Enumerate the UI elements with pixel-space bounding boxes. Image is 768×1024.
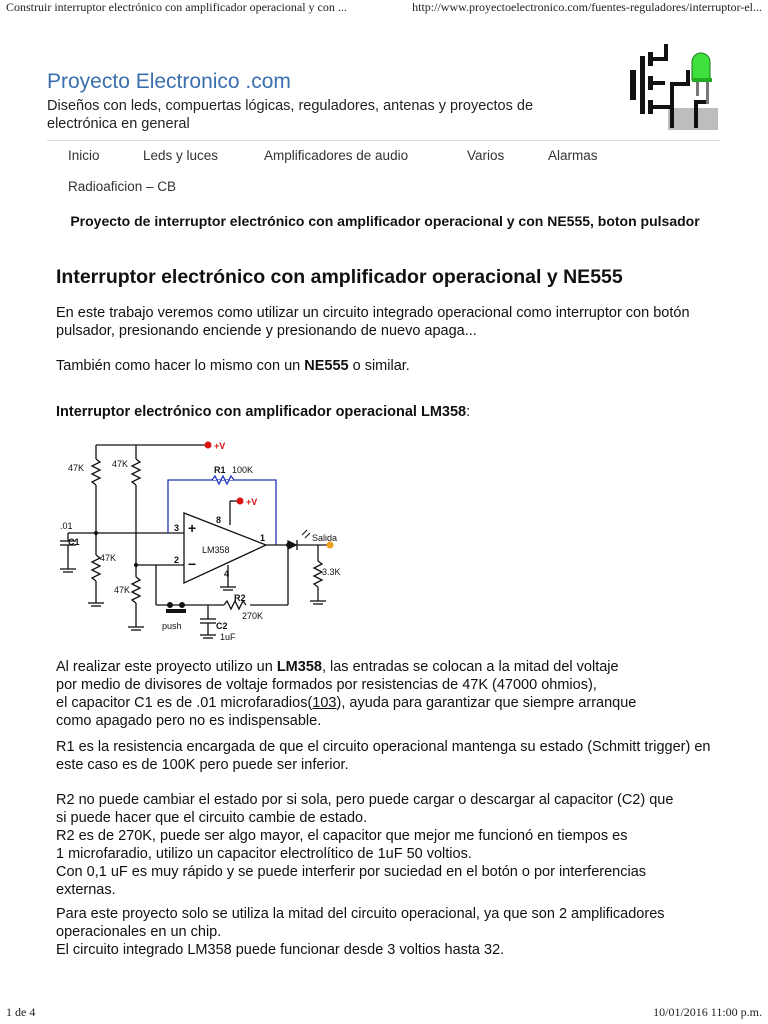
label-r1: R1 <box>214 465 226 475</box>
mosfet-led-logo-icon[interactable] <box>620 42 720 132</box>
label-salida: Salida <box>312 533 338 543</box>
nav-item-radioaficion[interactable]: Radioaficion – CB <box>68 179 177 194</box>
intro-paragraph: En este trabajo veremos como utilizar un circuito integrado operacional como interruptor con botón pulsador, presionando enciende y presionando de nuevo apaga... <box>56 305 690 339</box>
nav-item-leds[interactable]: Leds y luces <box>143 148 219 163</box>
nav-item-amplificadores[interactable]: Amplificadores de audio <box>264 148 409 163</box>
nav-item-varios[interactable]: Varios <box>467 148 505 163</box>
label-pin1: 1 <box>260 533 266 543</box>
ne555-bold: NE555 <box>304 358 349 374</box>
label-47k-bottom: 47K <box>114 585 131 595</box>
lm358-bold: LM358 <box>276 659 322 675</box>
label-r2: R2 <box>234 593 246 603</box>
r2-paragraph: R2 no puede cambiar el estado por si sola, pero puede cargar o descargar al capacitor (C2) que si puede hacer que el circuito cambie de estado. R2 es de 270K, puede ser algo mayor, el capacitor que mejor me funcionó en tiempos es 1 microfaradio, utilizo un capacitor electrolítico de 1uF 50 voltios. Con 0,1 uF es muy rápido y se puede interferir por suciedad en el botón o por interferencias externas. <box>56 792 674 898</box>
print-header-url: http://www.proyectoelectronico.com/fuentes-reguladores/interruptor-el... <box>412 0 762 14</box>
label-pin8: 8 <box>216 515 222 525</box>
label-pin4: 4 <box>224 569 230 579</box>
post-title: Proyecto de interruptor electrónico con amplificador operacional y con NE555, boton pulsador <box>70 213 700 229</box>
site-tagline: Diseños con leds, compuertas lógicas, reguladores, antenas y proyectos de electrónica en general <box>47 98 534 132</box>
label-pin3: 3 <box>174 523 180 533</box>
label-pin2: 2 <box>174 555 180 565</box>
label-vplus-top: +V <box>214 441 226 451</box>
article-heading: Interruptor electrónico con amplificador operacional y NE555 <box>56 266 623 288</box>
label-r1-value: 100K <box>232 465 254 475</box>
lm358-subheading: Interruptor electrónico con amplificador operacional LM358: <box>56 404 471 420</box>
label-vplus-pin8: +V <box>246 497 258 507</box>
label-47k-mid: 47K <box>100 553 117 563</box>
print-header-title: Construir interruptor electrónico con amplificador operacional y con ... <box>6 0 347 14</box>
label-3-3k: 3.3K <box>322 567 341 577</box>
r1-paragraph: R1 es la resistencia encargada de que el circuito operacional mantenga su estado (Schmitt trigger) en este caso es de 100K pero puede ser inferior. <box>56 739 711 773</box>
label-lm358: LM358 <box>202 545 230 555</box>
lm358-circuit-diagram <box>56 437 346 647</box>
ne555-paragraph: También como hacer lo mismo con un NE555 o similar. <box>56 358 410 374</box>
nav-item-alarmas[interactable]: Alarmas <box>548 148 598 163</box>
site-title[interactable]: Proyecto Electronico .com <box>47 70 291 93</box>
print-footer-page: 1 de 4 <box>6 1005 36 1019</box>
label-minus: − <box>188 556 197 572</box>
label-r2-value: 270K <box>242 611 264 621</box>
header-divider <box>47 140 720 141</box>
chip-paragraph: Para este proyecto solo se utiliza la mitad del circuito operacional, ya que son 2 amplificadores operacionales en un chip. El circuito integrado LM358 puede funcionar desde 3 voltios hasta 32. <box>56 906 665 958</box>
label-47k-top-right: 47K <box>112 459 129 469</box>
label-plus: + <box>188 520 197 536</box>
label-c2: C2 <box>216 621 228 631</box>
link-103[interactable]: 103 <box>312 695 337 711</box>
label-c1: C1 <box>68 537 80 547</box>
label-push: push <box>162 621 182 631</box>
print-footer-datetime: 10/01/2016 11:00 p.m. <box>653 1005 762 1019</box>
label-47k-top-left: 47K <box>68 463 85 473</box>
label-c2-value: 1uF <box>220 632 236 642</box>
nav-item-inicio[interactable]: Inicio <box>68 148 100 163</box>
label-c1-value: .01 <box>60 521 73 531</box>
lm358-paragraph: Al realizar este proyecto utilizo un LM358, las entradas se colocan a la mitad del voltaje por medio de divisores de voltaje formados por resistencias de 47K (47000 ohmios), el capacitor C1 es de .01 microfaradios(103), ayuda para garantizar que siempre arranque como apagado pero no es indispensable. <box>56 659 637 729</box>
